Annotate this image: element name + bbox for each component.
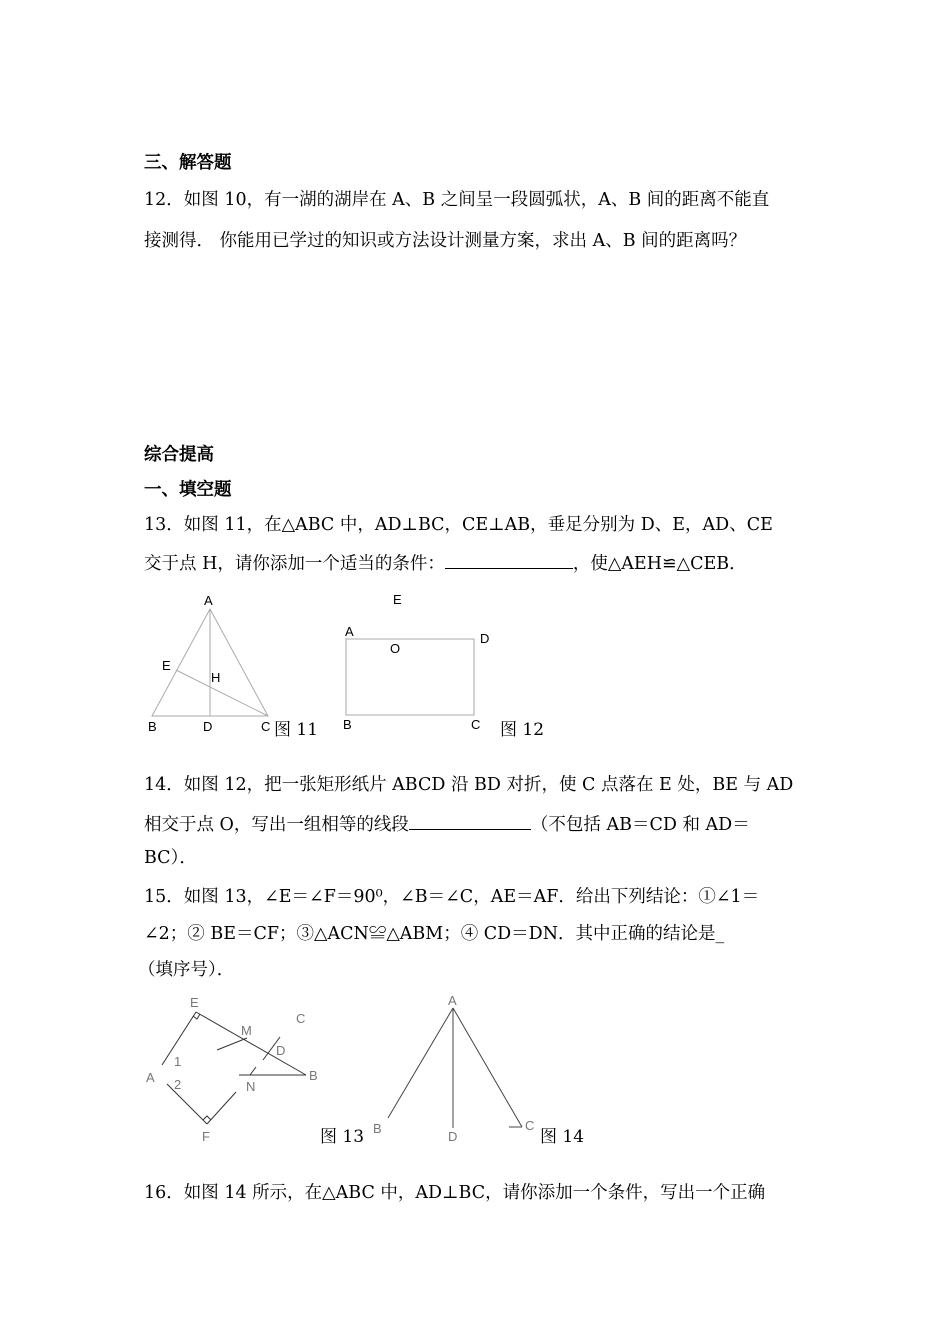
- fig13-label-2: 2: [174, 1077, 182, 1092]
- q13-line1: 13．如图 11，在△ABC 中，AD⊥BC，CE⊥AB，垂足分别为 D、E，AD、CE: [144, 515, 773, 535]
- fig11-label-e: E: [162, 658, 171, 673]
- q15-line2: ∠2；② BE＝CF；③△ACN≌△ABM；④ CD＝DN．其中正确的结论是_: [144, 924, 725, 944]
- q14-line2-b: （不包括 AB＝CD 和 AD＝: [530, 815, 750, 835]
- fig12-label-c: C: [471, 717, 481, 732]
- fig13-label-f: F: [202, 1129, 210, 1144]
- q12-line1: 12．如图 10，有一湖的湖岸在 A、B 之间呈一段圆弧状，A、B 间的距离不能直: [144, 190, 770, 210]
- fig13-label-m: M: [241, 1023, 252, 1038]
- fig11-label-d: D: [203, 719, 213, 734]
- q16-line1: 16．如图 14 所示，在△ABC 中，AD⊥BC，请你添加一个条件，写出一个正确: [144, 1183, 766, 1203]
- fig14-label-d: D: [448, 1129, 458, 1144]
- fig14-label-b: B: [373, 1121, 382, 1136]
- fig14-label-c: C: [525, 1118, 535, 1133]
- q14-answer-blank[interactable]: [409, 811, 531, 830]
- section-heading-answer-questions: 三、解答题: [144, 153, 232, 173]
- fig12-label-o: O: [390, 641, 401, 656]
- fig14-caption: 图 14: [540, 1127, 585, 1147]
- comprehensive-heading: 综合提高: [144, 445, 214, 465]
- q14-line2-a: 相交于点 O，写出一组相等的线段: [144, 815, 409, 835]
- fig12-label-e: E: [393, 592, 402, 607]
- fig13-label-n: N: [246, 1079, 256, 1094]
- fig11-label-c: C: [261, 719, 271, 734]
- figure-14: [388, 1008, 522, 1128]
- fig13-label-1: 1: [174, 1054, 182, 1069]
- fig13-caption: 图 13: [320, 1127, 365, 1147]
- q14-line2: [144, 811, 750, 837]
- q14-line3: BC）．: [144, 848, 197, 868]
- fig12-label-a: A: [345, 624, 354, 639]
- fig12-label-b: B: [343, 717, 352, 732]
- fig11-caption: 图 11: [274, 720, 319, 740]
- fig11-label-h: H: [211, 670, 221, 685]
- fig11-label-a: A: [204, 593, 213, 608]
- figure-12-rectangle: [346, 639, 474, 715]
- fig12-caption: 图 12: [500, 720, 545, 740]
- q12-line2: 接测得． 你能用已学过的知识或方法设计测量方案，求出 A、B 间的距离吗？: [144, 231, 747, 251]
- fig13-label-a: A: [146, 1070, 155, 1085]
- fig13-label-c: C: [296, 1011, 306, 1026]
- figure-13: [162, 1012, 306, 1124]
- q13-line2-b: ，使△AEH≌△CEB．: [572, 554, 747, 574]
- section-heading-fill-blank: 一、填空题: [144, 480, 232, 500]
- fig13-label-b: B: [309, 1068, 318, 1083]
- fig11-label-b: B: [148, 719, 157, 734]
- fig14-label-a: A: [448, 993, 457, 1008]
- q15-line3: （填序号）．: [138, 960, 235, 980]
- fig13-label-d: D: [276, 1043, 286, 1058]
- fig13-label-e: E: [190, 995, 199, 1010]
- q14-line1: 14．如图 12，把一张矩形纸片 ABCD 沿 BD 对折，使 C 点落在 E 处，BE 与 AD: [144, 775, 794, 795]
- q15-line1: 15．如图 13，∠E＝∠F＝90⁰，∠B＝∠C，AE＝AF．给出下列结论：①∠1＝: [144, 887, 760, 907]
- fig12-label-d: D: [480, 631, 490, 646]
- q13-line2-a: 交于点 H，请你添加一个适当的条件：: [144, 554, 445, 574]
